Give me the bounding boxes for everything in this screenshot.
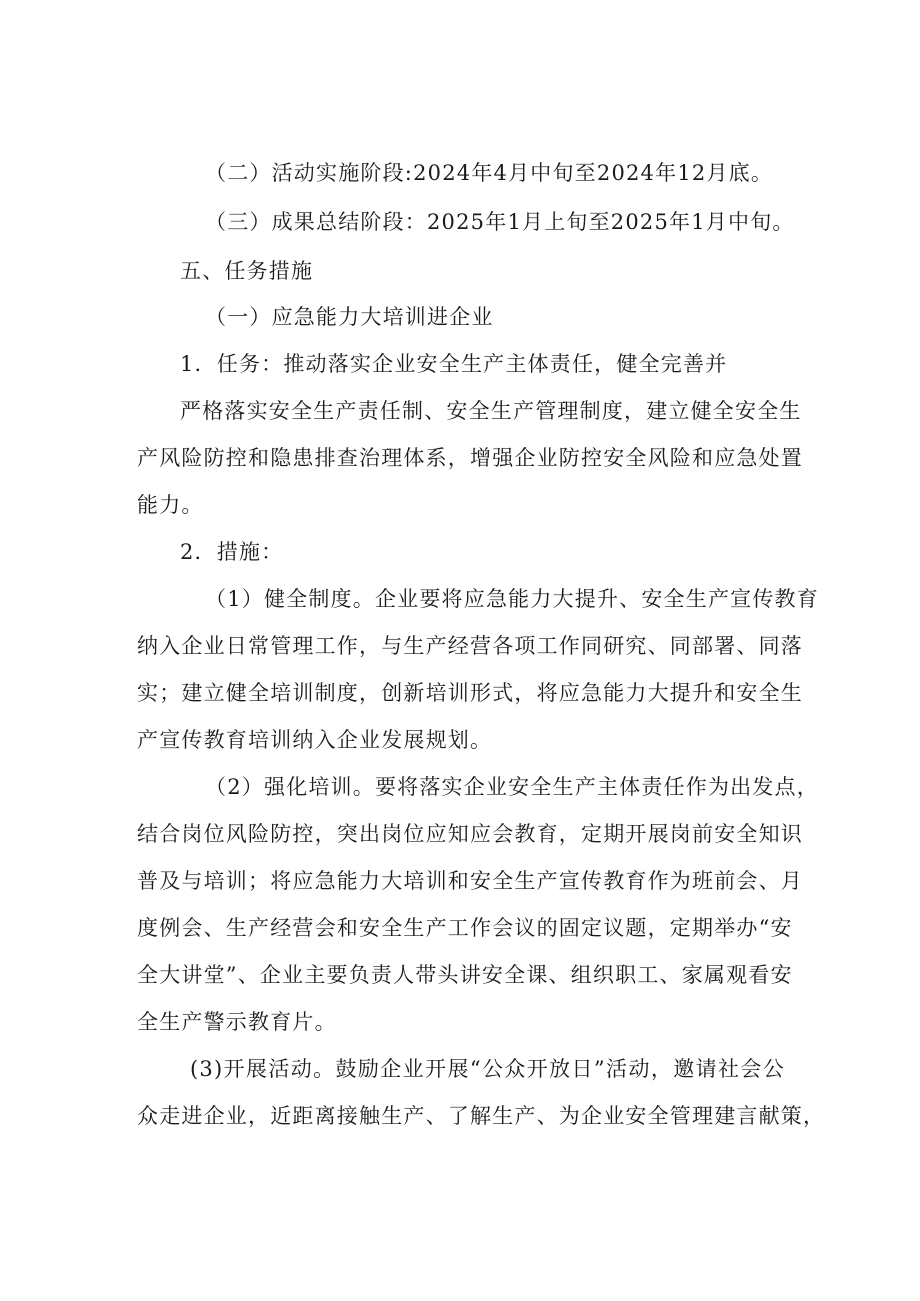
measure-paragraph-line: 纳入企业日常管理工作，与生产经营各项工作同研究、同部署、同落 xyxy=(137,634,803,658)
measures-heading: 2．措施： xyxy=(180,540,284,564)
task-paragraph-line: 产风险防控和隐患排查治理体系，增强企业防控安全风险和应急处置 xyxy=(137,446,803,470)
phase-three-line: （三）成果总结阶段：2025年1月上旬至2025年1月中旬。 xyxy=(205,210,795,234)
measure-paragraph-line: （1）健全制度。企业要将应急能力大提升、安全生产宣传教育 xyxy=(205,587,819,611)
task-paragraph-line: 1．任务：推动落实企业安全生产主体责任，健全完善并 xyxy=(180,352,728,376)
task-paragraph-line: 能力。 xyxy=(137,493,204,517)
measure-paragraph-line: 普及与培训；将应急能力大培训和安全生产宣传教育作为班前会、月 xyxy=(137,869,803,893)
measure-paragraph-line: （2）强化培训。要将落实企业安全生产主体责任作为出发点， xyxy=(205,775,819,799)
section-heading: 五、任务措施 xyxy=(180,259,314,283)
measure-paragraph-line: 实；建立健全培训制度，创新培训形式，将应急能力大提升和安全生 xyxy=(137,681,803,705)
subsection-heading: （一）应急能力大培训进企业 xyxy=(205,305,494,329)
task-paragraph-line: 严格落实安全生产责任制、安全生产管理制度，建立健全安全生 xyxy=(180,399,802,423)
measure-paragraph-line: 众走进企业，近距离接触生产、了解生产、为企业安全管理建言献策， xyxy=(137,1104,826,1128)
measure-paragraph-line: 结合岗位风险防控，突出岗位应知应会教育，定期开展岗前安全知识 xyxy=(137,822,803,846)
measure-paragraph-line: (3)开展活动。鼓励企业开展“公众开放日”活动，邀请社会公 xyxy=(190,1057,785,1081)
measure-paragraph-line: 全大讲堂”、企业主要负责人带头讲安全课、组织职工、家属观看安 xyxy=(137,963,793,987)
phase-two-line: （二）活动实施阶段:2024年4月中旬至2024年12月底。 xyxy=(205,161,774,185)
measure-paragraph-line: 度例会、生产经营会和安全生产工作会议的固定议题，定期举办“安 xyxy=(137,916,793,940)
measure-paragraph-line: 全生产警示教育片。 xyxy=(137,1010,337,1034)
measure-paragraph-line: 产宣传教育培训纳入企业发展规划。 xyxy=(137,728,493,752)
